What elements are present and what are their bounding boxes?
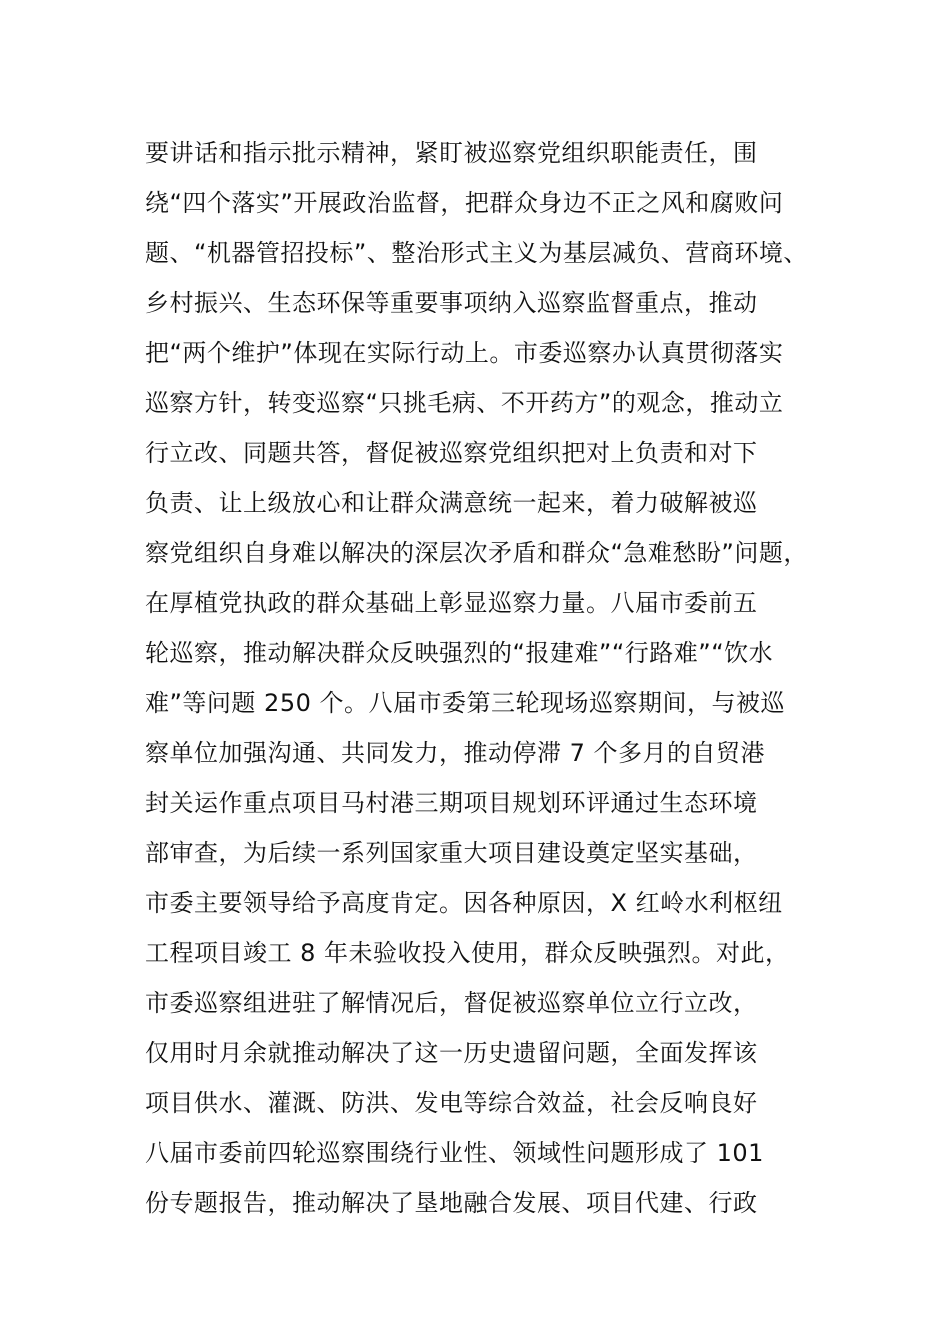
text-line-20: 项目供水、灌溉、防洪、发电等综合效益，社会反响良好 [145, 1089, 758, 1117]
text-line-10: 在厚植党执政的群众基础上彰显巡察力量。八届市委前五 [145, 589, 758, 617]
text-line-16: 市委主要领导给予高度肯定。因各种原因，X 红岭水利枢纽 [145, 889, 783, 917]
text-line-9: 察党组织自身难以解决的深层次矛盾和群众“急难愁盼”问题， [145, 539, 808, 567]
text-line-3: 题、“机器管招投标”、整治形式主义为基层减负、营商环境、 [145, 239, 808, 267]
text-line-1: 要讲话和指示批示精神，紧盯被巡察党组织职能责任，围 [145, 139, 758, 167]
text-line-8: 负责、让上级放心和让群众满意统一起来，着力破解被巡 [145, 489, 758, 517]
text-line-6: 巡察方针，转变巡察“只挑毛病、不开药方”的观念，推动立 [145, 389, 784, 417]
text-line-11: 轮巡察，推动解决群众反映强烈的“报建难”“行路难”“饮水 [145, 639, 774, 667]
text-line-12: 难”等问题 250 个。八届市委第三轮现场巡察期间，与被巡 [145, 689, 785, 717]
text-line-13: 察单位加强沟通、共同发力，推动停滞 7 个多月的自贸港 [145, 739, 766, 767]
text-line-22: 份专题报告，推动解决了垦地融合发展、项目代建、行政 [145, 1189, 758, 1217]
text-line-5: 把“两个维护”体现在实际行动上。市委巡察办认真贯彻落实 [145, 339, 784, 367]
text-line-4: 乡村振兴、生态环保等重要事项纳入巡察监督重点，推动 [145, 289, 758, 317]
text-line-7: 行立改、同题共答，督促被巡察党组织把对上负责和对下 [145, 439, 758, 467]
text-line-15: 部审查，为后续一系列国家重大项目建设奠定坚实基础， [145, 839, 758, 867]
text-line-2: 绕“四个落实”开展政治监督，把群众身边不正之风和腐败问 [145, 189, 784, 217]
text-line-19: 仅用时月余就推动解决了这一历史遗留问题，全面发挥该 [145, 1039, 758, 1067]
body-text [145, 128, 845, 1228]
text-line-18: 市委巡察组进驻了解情况后，督促被巡察单位立行立改， [145, 989, 758, 1017]
text-line-17: 工程项目竣工 8 年未验收投入使用，群众反映强烈。对此， [145, 939, 790, 967]
text-line-21: 八届市委前四轮巡察围绕行业性、领域性问题形成了 101 [145, 1139, 764, 1167]
text-line-14: 封关运作重点项目马村港三期项目规划环评通过生态环境 [145, 789, 758, 817]
